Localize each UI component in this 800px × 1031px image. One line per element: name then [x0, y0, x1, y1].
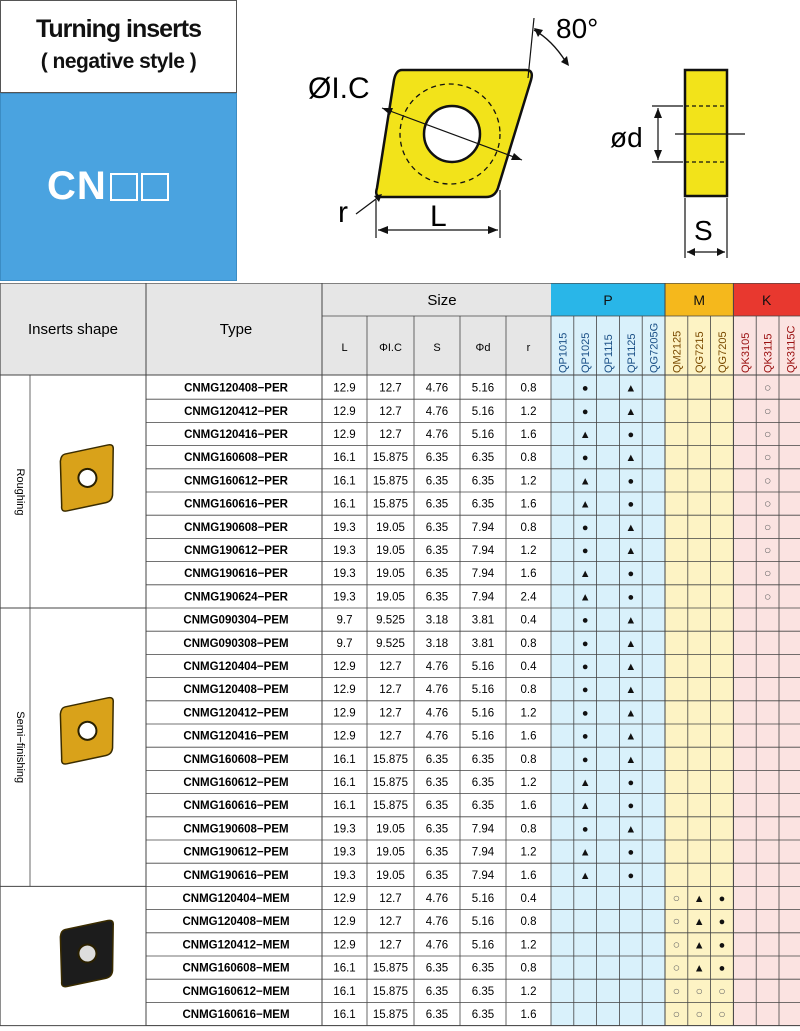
size-cell: 0.8 — [520, 916, 537, 929]
grade-column-header: QG7215 — [694, 331, 707, 373]
grade-mark: ▲ — [693, 939, 705, 952]
grade-mark: ▲ — [625, 614, 637, 627]
grade-mark: ● — [581, 405, 589, 418]
grade-mark: ● — [581, 614, 589, 627]
grade-mark: ○ — [763, 473, 772, 488]
grade-mark: ● — [718, 962, 726, 975]
grade-mark: ▲ — [625, 382, 637, 395]
grade-mark: ▲ — [625, 452, 637, 465]
size-cell: 12.9 — [333, 382, 356, 395]
size-cell: 12.9 — [333, 730, 356, 743]
size-cell: 15.875 — [372, 777, 409, 789]
insert-dimension-drawing — [290, 0, 770, 270]
size-cell: 19.05 — [376, 568, 405, 581]
size-cell: 5.16 — [471, 661, 495, 673]
size-cell: 6.35 — [425, 823, 449, 836]
size-cell: 15.875 — [372, 753, 409, 766]
grade-mark: ○ — [718, 1007, 726, 1021]
type-column-header: Type — [219, 321, 253, 338]
grade-column-header: QP1015 — [557, 332, 570, 373]
size-cell: 9.7 — [336, 614, 353, 627]
size-cell: 0.8 — [520, 684, 537, 697]
size-cell: 16.1 — [333, 962, 356, 975]
size-cell: 6.35 — [471, 985, 495, 998]
grade-mark: ▲ — [625, 684, 637, 697]
size-cell: 4.76 — [425, 382, 449, 395]
size-cell: 3.81 — [471, 614, 495, 627]
size-cell: 19.3 — [333, 521, 356, 534]
grade-mark: ○ — [672, 1007, 681, 1021]
size-cell: 1.6 — [520, 730, 537, 743]
grade-mark: ○ — [763, 450, 772, 465]
type-cell: CNMG120404−MEM — [182, 893, 290, 905]
size-cell: 12.9 — [333, 661, 356, 673]
grade-mark: ▲ — [579, 846, 591, 859]
mem-insert-image — [51, 920, 124, 988]
size-cell: 12.9 — [333, 893, 356, 905]
size-cell: 5.16 — [471, 939, 495, 952]
size-cell: 1.2 — [520, 939, 537, 952]
placeholder-square-icon — [110, 173, 138, 201]
grade-mark: ● — [627, 591, 635, 604]
grade-mark: ○ — [672, 960, 681, 975]
size-cell: 1.6 — [520, 800, 537, 813]
size-cell: 19.05 — [376, 823, 405, 836]
size-cell: 4.76 — [425, 939, 449, 952]
thickness-label: S — [694, 215, 713, 246]
size-cell: 1.6 — [520, 568, 537, 581]
grade-mark: ● — [627, 777, 635, 789]
size-cell: 12.9 — [333, 684, 356, 697]
size-cell: 19.05 — [376, 521, 405, 534]
size-cell: 5.16 — [471, 429, 495, 441]
type-cell: CNMG160608−PEM — [183, 753, 289, 766]
size-cell: 9.7 — [336, 637, 353, 650]
size-cell: 7.94 — [471, 521, 495, 534]
size-cell: 7.94 — [471, 869, 495, 882]
type-cell: CNMG120408−PER — [184, 382, 288, 395]
size-cell: 4.76 — [425, 893, 449, 905]
size-cell: 15.875 — [372, 985, 409, 998]
size-cell: 12.7 — [379, 661, 402, 673]
size-cell: 6.35 — [425, 869, 449, 882]
type-cell: CNMG160608−PER — [184, 452, 288, 465]
size-cell: 7.94 — [471, 568, 495, 581]
size-cell: 19.3 — [333, 869, 356, 882]
grade-mark: ▲ — [579, 568, 591, 581]
size-cell: 6.35 — [425, 452, 449, 465]
size-cell: 0.8 — [520, 637, 537, 650]
size-group-header: Size — [427, 292, 457, 309]
size-cell: 12.7 — [379, 382, 402, 395]
cn-code-label — [47, 164, 169, 209]
grade-mark: ▲ — [693, 962, 705, 975]
size-cell: 6.35 — [425, 521, 449, 534]
type-cell: CNMG190612−PER — [184, 545, 288, 557]
size-cell: 6.35 — [425, 591, 449, 604]
size-cell: 16.1 — [333, 777, 356, 789]
grade-mark: ▲ — [625, 753, 637, 766]
size-cell: 12.7 — [379, 916, 402, 929]
size-cell: 5.16 — [471, 382, 495, 395]
size-cell: 6.35 — [425, 568, 449, 581]
size-cell: 19.05 — [376, 545, 405, 557]
type-cell: CNMG160616−MEM — [182, 1009, 290, 1021]
type-cell: CNMG120412−PER — [184, 405, 288, 418]
grade-mark: ● — [627, 568, 635, 581]
size-cell: 6.35 — [425, 753, 449, 766]
size-cell: 6.35 — [425, 475, 449, 488]
grade-mark: ▲ — [579, 800, 591, 813]
grade-mark: ▲ — [579, 498, 591, 511]
type-cell: CNMG190612−PEM — [183, 846, 289, 859]
grade-mark: ○ — [763, 403, 772, 418]
size-cell: 12.9 — [333, 939, 356, 952]
grade-mark: ● — [718, 916, 726, 929]
size-cell: 19.3 — [333, 591, 356, 604]
grade-mark: ● — [718, 893, 726, 905]
size-cell: 6.35 — [425, 777, 449, 789]
grade-mark: ○ — [672, 891, 681, 905]
size-cell: 6.35 — [425, 545, 449, 557]
radius-label: r — [338, 196, 348, 229]
page-title: Turning inserts — [35, 15, 202, 43]
size-cell: 7.94 — [471, 823, 495, 836]
grade-mark: ○ — [763, 543, 772, 557]
size-cell: 19.3 — [333, 823, 356, 836]
grade-mark: ● — [627, 498, 635, 511]
size-cell: 15.875 — [372, 1009, 409, 1021]
grade-mark: ▲ — [625, 730, 637, 743]
grade-mark: ● — [718, 939, 726, 952]
insert-top-view — [376, 70, 532, 197]
size-cell: 1.2 — [520, 475, 537, 488]
grade-column-header: QM2125 — [671, 330, 684, 373]
type-cell: CNMG090308−PEM — [183, 637, 289, 650]
size-cell: 12.9 — [333, 916, 356, 929]
size-column-header: S — [433, 342, 441, 354]
size-cell: 3.18 — [425, 637, 449, 650]
size-cell: 5.16 — [471, 893, 495, 905]
size-cell: 1.6 — [520, 869, 537, 882]
type-cell: CNMG120404−PEM — [183, 661, 289, 673]
size-cell: 2.4 — [520, 591, 537, 604]
grade-mark: ○ — [672, 983, 681, 998]
size-cell: 4.76 — [425, 707, 449, 720]
size-cell: 7.94 — [471, 545, 495, 557]
grade-mark: ○ — [763, 566, 772, 581]
grade-mark: ▲ — [579, 869, 591, 882]
size-cell: 12.9 — [333, 707, 356, 720]
grade-mark: ▲ — [625, 637, 637, 650]
grade-mark: ▲ — [625, 521, 637, 534]
size-cell: 15.875 — [372, 498, 409, 511]
type-cell: CNMG120408−MEM — [182, 916, 290, 929]
grade-mark: ○ — [763, 427, 772, 441]
grade-mark: ● — [581, 382, 589, 395]
grade-mark: ● — [581, 730, 589, 743]
grade-mark: ○ — [763, 496, 772, 511]
size-cell: 4.76 — [425, 730, 449, 743]
grade-mark: ○ — [672, 914, 681, 929]
size-cell: 12.7 — [379, 939, 402, 952]
size-cell: 6.35 — [471, 452, 495, 465]
size-cell: 1.6 — [520, 498, 537, 511]
grade-mark: ● — [581, 521, 589, 534]
insert-side-view — [675, 70, 745, 196]
size-cell: 19.05 — [376, 869, 405, 882]
size-cell: 5.16 — [471, 916, 495, 929]
grade-mark: ▲ — [625, 545, 637, 557]
grade-mark: ▲ — [579, 777, 591, 789]
size-cell: 0.8 — [520, 521, 537, 534]
size-cell: 7.94 — [471, 846, 495, 859]
type-cell: CNMG160608−MEM — [182, 962, 290, 975]
size-cell: 16.1 — [333, 800, 356, 813]
size-cell: 1.2 — [520, 846, 537, 859]
grade-mark: ● — [581, 452, 589, 465]
size-cell: 1.2 — [520, 985, 537, 998]
size-cell: 16.1 — [333, 985, 356, 998]
size-cell: 0.8 — [520, 823, 537, 836]
size-cell: 6.35 — [471, 800, 495, 813]
grade-mark: ● — [581, 753, 589, 766]
length-label: L — [430, 200, 447, 233]
size-cell: 6.35 — [425, 846, 449, 859]
grade-group-label: P — [603, 292, 613, 308]
size-cell: 1.2 — [520, 405, 537, 418]
page-subtitle: ( negative style ) — [40, 50, 197, 73]
grade-mark: ▲ — [625, 405, 637, 418]
grade-mark: ● — [581, 684, 589, 697]
type-cell: CNMG120408−PEM — [183, 684, 289, 697]
ic-label: ØI.C — [308, 72, 370, 105]
size-cell: 1.2 — [520, 777, 537, 789]
grade-mark: ○ — [695, 1007, 703, 1021]
cn-code-text: CN — [47, 164, 107, 208]
size-cell: 0.8 — [520, 452, 537, 465]
size-column-header: L — [341, 342, 348, 354]
size-cell: 6.35 — [425, 985, 449, 998]
size-cell: 0.4 — [520, 661, 537, 673]
grade-group-label: M — [693, 292, 706, 308]
size-column-header: Φd — [475, 342, 491, 354]
type-cell: CNMG190616−PEM — [183, 869, 289, 882]
size-cell: 6.35 — [425, 498, 449, 511]
title-box — [0, 0, 237, 93]
angle-label: 80° — [556, 13, 599, 44]
grade-mark: ○ — [763, 519, 772, 534]
grade-mark: ○ — [695, 983, 703, 998]
size-cell: 19.05 — [376, 591, 405, 604]
grade-mark: ▲ — [579, 429, 591, 441]
size-cell: 12.7 — [379, 730, 402, 743]
size-cell: 15.875 — [372, 800, 409, 813]
size-cell: 19.3 — [333, 568, 356, 581]
size-cell: 4.76 — [425, 684, 449, 697]
size-cell: 12.9 — [333, 429, 356, 441]
type-cell: CNMG190608−PER — [184, 521, 288, 534]
type-cell: CNMG160616−PER — [184, 498, 288, 511]
size-cell: 1.6 — [520, 1009, 537, 1021]
size-cell: 15.875 — [372, 452, 409, 465]
size-cell: 6.35 — [471, 498, 495, 511]
grade-column-header: QK3105 — [739, 332, 752, 373]
size-cell: 9.525 — [376, 637, 405, 650]
cn-code-panel — [0, 93, 237, 281]
size-cell: 15.875 — [372, 475, 409, 488]
grade-mark: ● — [581, 637, 589, 650]
grade-mark: ▲ — [625, 823, 637, 836]
size-cell: 15.875 — [372, 962, 409, 975]
size-cell: 5.16 — [471, 707, 495, 720]
size-cell: 6.35 — [471, 753, 495, 766]
type-cell: CNMG190624−PER — [184, 591, 288, 604]
type-cell: CNMG120412−MEM — [182, 939, 290, 952]
size-cell: 12.9 — [333, 405, 356, 418]
size-column-header: ΦI.C — [379, 342, 402, 354]
section-label: Roughing — [14, 468, 26, 516]
size-cell: 5.16 — [471, 684, 495, 697]
size-cell: 19.05 — [376, 846, 405, 859]
grade-mark: ● — [627, 800, 635, 813]
size-cell: 16.1 — [333, 753, 356, 766]
type-cell: CNMG120416−PER — [184, 429, 288, 441]
size-cell: 0.8 — [520, 382, 537, 395]
size-cell: 16.1 — [333, 1009, 356, 1021]
size-cell: 5.16 — [471, 730, 495, 743]
size-cell: 4.76 — [425, 429, 449, 441]
size-cell: 6.35 — [471, 1009, 495, 1021]
section-label: Semi−finishing — [14, 711, 26, 784]
type-cell: CNMG120412−PEM — [183, 707, 289, 720]
size-cell: 3.18 — [425, 614, 449, 627]
size-cell: 19.3 — [333, 846, 356, 859]
grade-mark: ▲ — [625, 661, 637, 673]
size-cell: 0.4 — [520, 893, 537, 905]
grade-mark: ● — [627, 429, 635, 441]
type-cell: CNMG160612−PER — [184, 475, 288, 488]
grade-mark: ○ — [672, 937, 681, 952]
grade-mark: ● — [627, 475, 635, 488]
size-cell: 16.1 — [333, 475, 356, 488]
grade-mark: ● — [627, 846, 635, 859]
size-cell: 3.81 — [471, 637, 495, 650]
size-cell: 12.7 — [379, 707, 402, 720]
grade-mark: ○ — [763, 380, 772, 395]
size-cell: 5.16 — [471, 405, 495, 418]
grade-mark: ○ — [718, 983, 726, 998]
size-cell: 12.7 — [379, 893, 402, 905]
type-cell: CNMG160612−MEM — [182, 985, 290, 998]
size-cell: 6.35 — [471, 475, 495, 488]
size-cell: 16.1 — [333, 452, 356, 465]
grade-mark: ▲ — [693, 893, 705, 905]
grade-mark: ▲ — [693, 916, 705, 929]
grade-mark: ● — [581, 545, 589, 557]
size-cell: 0.8 — [520, 962, 537, 975]
type-cell: CNMG160612−PEM — [183, 777, 289, 789]
type-cell: CNMG120416−PEM — [183, 730, 289, 743]
grade-mark: ● — [581, 661, 589, 673]
grade-column-header: QG7205G — [648, 322, 661, 373]
size-cell: 6.35 — [425, 800, 449, 813]
size-cell: 6.35 — [471, 777, 495, 789]
grade-mark: ▲ — [579, 591, 591, 604]
grade-column-header: QK3115C — [785, 325, 798, 373]
size-cell: 0.8 — [520, 753, 537, 766]
grade-mark: ▲ — [579, 475, 591, 488]
grade-mark: ● — [627, 869, 635, 882]
type-cell: CNMG160616−PEM — [183, 800, 289, 813]
size-cell: 9.525 — [376, 614, 405, 627]
size-cell: 12.7 — [379, 684, 402, 697]
size-cell: 19.3 — [333, 545, 356, 557]
type-cell: CNMG190608−PEM — [183, 823, 289, 836]
size-cell: 1.6 — [520, 429, 537, 441]
type-cell: CNMG190616−PER — [184, 568, 288, 581]
size-cell: 4.76 — [425, 916, 449, 929]
size-cell: 1.2 — [520, 545, 537, 557]
grade-column-header: QP1025 — [580, 332, 593, 373]
size-cell: 4.76 — [425, 405, 449, 418]
diameter-label: ød — [610, 122, 643, 153]
size-cell: 16.1 — [333, 498, 356, 511]
grade-column-header: QG7205 — [717, 331, 729, 373]
size-cell: 6.35 — [471, 962, 495, 975]
grade-column-header: QP1115 — [603, 334, 615, 373]
shape-column-header: Inserts shape — [27, 321, 119, 338]
size-column-header: r — [526, 342, 531, 354]
placeholder-square-icon — [141, 173, 169, 201]
grade-mark: ▲ — [625, 707, 637, 720]
grade-group-label: K — [762, 292, 772, 308]
grade-column-header: QP1125 — [625, 333, 638, 373]
semi-finishing-insert-image — [51, 697, 124, 765]
size-cell: 6.35 — [425, 962, 449, 975]
size-cell: 7.94 — [471, 591, 495, 604]
grade-mark: ● — [581, 707, 589, 720]
type-cell: CNMG090304−PEM — [183, 614, 289, 627]
grade-column-header: QK3115 — [762, 333, 775, 373]
size-cell: 12.7 — [379, 429, 402, 441]
size-cell: 4.76 — [425, 661, 449, 673]
size-cell: 6.35 — [425, 1009, 449, 1021]
grade-mark: ○ — [763, 589, 772, 604]
insert-spec-table — [0, 283, 800, 1031]
grade-mark: ● — [581, 823, 589, 836]
size-cell: 1.2 — [520, 707, 537, 720]
size-cell: 12.7 — [379, 405, 402, 418]
size-cell: 0.4 — [520, 614, 537, 627]
roughing-insert-image — [51, 444, 124, 512]
